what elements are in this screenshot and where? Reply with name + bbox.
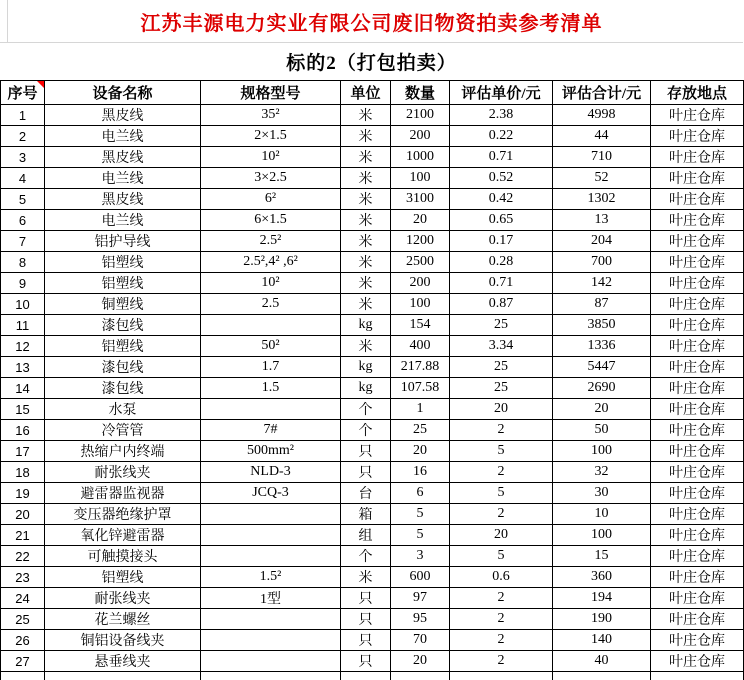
table-cell[interactable]: 2100 [391,105,450,126]
table-cell[interactable]: 5 [450,483,553,504]
table-cell[interactable]: 避雷器监视器 [45,483,201,504]
table-cell[interactable]: 3×2.5 [201,168,341,189]
table-cell[interactable] [553,672,651,680]
table-cell[interactable]: 黑皮线 [45,105,201,126]
table-cell[interactable]: 500mm² [201,441,341,462]
table-cell[interactable] [201,399,341,420]
table-row [1,525,744,546]
table-cell[interactable]: 2 [450,588,553,609]
table-cell[interactable]: 100 [391,294,450,315]
table-cell[interactable] [450,672,553,680]
table-cell[interactable]: 米 [341,567,391,588]
table-cell[interactable]: 只 [341,651,391,672]
table-cell[interactable]: 1型 [201,588,341,609]
table-cell[interactable]: 2 [450,420,553,441]
table-cell[interactable]: 107.58 [391,378,450,399]
table-cell[interactable]: 电兰线 [45,168,201,189]
table-row [1,399,744,420]
table-cell[interactable] [201,651,341,672]
table-cell[interactable]: 叶庄仓库 [651,126,744,147]
table-cell[interactable]: 叶庄仓库 [651,420,744,441]
table-cell[interactable]: 变压器绝缘护罩 [45,504,201,525]
table-cell[interactable]: 叶庄仓库 [651,273,744,294]
table-cell[interactable]: 18 [1,462,45,483]
table-cell[interactable]: 0.71 [450,147,553,168]
table-row [1,315,744,336]
table-cell[interactable]: 只 [341,609,391,630]
table-cell[interactable]: 17 [1,441,45,462]
table-cell[interactable] [201,315,341,336]
table-row [1,210,744,231]
table-row [1,630,744,651]
table-cell[interactable]: 21 [1,525,45,546]
table-cell[interactable]: 1.7 [201,357,341,378]
table-cell[interactable]: 0.87 [450,294,553,315]
table-cell[interactable]: 铜塑线 [45,294,201,315]
table-row [1,420,744,441]
table-cell[interactable]: 700 [553,252,651,273]
table-row [1,231,744,252]
table-cell[interactable]: 2 [1,126,45,147]
table-cell[interactable]: 铝护导线 [45,231,201,252]
header-cell-3[interactable]: 单位 [341,81,391,105]
table-cell[interactable]: 4998 [553,105,651,126]
table-cell[interactable]: 19 [1,483,45,504]
table-cell[interactable]: 2 [450,609,553,630]
table-cell[interactable]: 5447 [553,357,651,378]
table-cell[interactable]: 30 [553,483,651,504]
table-cell[interactable]: 2×1.5 [201,126,341,147]
table-cell[interactable]: 漆包线 [45,315,201,336]
table-cell[interactable]: 40 [553,651,651,672]
header-cell-6[interactable]: 评估合计/元 [553,81,651,105]
table-cell[interactable]: 叶庄仓库 [651,483,744,504]
table-cell[interactable]: 13 [553,210,651,231]
table-cell[interactable]: 叶庄仓库 [651,588,744,609]
table-cell[interactable]: 叶庄仓库 [651,567,744,588]
table-cell[interactable] [201,609,341,630]
table-cell[interactable]: 台 [341,483,391,504]
table-cell[interactable]: 3100 [391,189,450,210]
table-cell[interactable]: 2 [450,462,553,483]
table-cell[interactable]: 1.5 [201,378,341,399]
table-cell[interactable]: 米 [341,105,391,126]
table-cell[interactable]: 6 [391,483,450,504]
table-cell[interactable]: 组 [341,525,391,546]
table-cell[interactable]: 16 [1,420,45,441]
table-cell[interactable]: 10² [201,273,341,294]
table-cell[interactable]: 米 [341,147,391,168]
table-cell[interactable]: 铝塑线 [45,567,201,588]
header-cell-7[interactable]: 存放地点 [651,81,744,105]
table-cell[interactable]: 铝塑线 [45,273,201,294]
table-row [1,588,744,609]
table-cell[interactable]: 冷管管 [45,420,201,441]
table-cell[interactable]: 铜铝设备线夹 [45,630,201,651]
table-row [1,378,744,399]
table-cell[interactable]: 只 [341,630,391,651]
table-row [1,147,744,168]
table-cell[interactable]: 漆包线 [45,378,201,399]
table-cell[interactable]: 叶庄仓库 [651,630,744,651]
table-cell[interactable]: kg [341,315,391,336]
table-cell[interactable]: 3 [1,147,45,168]
table-cell[interactable]: 8 [1,252,45,273]
table-cell[interactable]: 140 [553,630,651,651]
table-cell[interactable]: 悬垂线夹 [45,651,201,672]
table-cell[interactable]: 2690 [553,378,651,399]
table-cell[interactable]: 米 [341,210,391,231]
table-cell[interactable]: 5 [391,525,450,546]
table-cell[interactable]: 叶庄仓库 [651,294,744,315]
table-row [1,105,744,126]
header-cell-2[interactable]: 规格型号 [201,81,341,105]
table-cell[interactable]: 95 [391,609,450,630]
table-cell[interactable]: kg [341,357,391,378]
table-cell[interactable]: 20 [450,399,553,420]
table-cell[interactable]: 2.38 [450,105,553,126]
table-cell[interactable]: 16 [391,462,450,483]
table-cell[interactable]: 叶庄仓库 [651,525,744,546]
table-cell[interactable]: 50² [201,336,341,357]
table-cell[interactable]: 22 [1,546,45,567]
table-cell[interactable]: 个 [341,546,391,567]
table-cell[interactable]: JCQ-3 [201,483,341,504]
table-cell[interactable]: 铝塑线 [45,336,201,357]
table-cell[interactable]: 20 [1,504,45,525]
table-row [1,504,744,525]
table-cell[interactable]: 水泵 [45,399,201,420]
table-cell[interactable]: 电兰线 [45,210,201,231]
table-cell[interactable]: 11 [1,315,45,336]
table-cell[interactable]: 20 [391,210,450,231]
table-cell[interactable]: NLD-3 [201,462,341,483]
table-cell[interactable]: 20 [553,399,651,420]
table-row [1,273,744,294]
table-cell[interactable]: 2500 [391,252,450,273]
table-row [1,168,744,189]
header-cell-0[interactable]: 序号 [1,81,45,105]
table-cell[interactable]: 米 [341,294,391,315]
table-cell[interactable]: 25 [1,609,45,630]
table-cell[interactable]: 13 [1,357,45,378]
table-cell[interactable]: 100 [391,168,450,189]
table-cell[interactable]: 200 [391,126,450,147]
table-cell[interactable]: 0.65 [450,210,553,231]
table-cell[interactable]: 52 [553,168,651,189]
table-cell[interactable]: 5 [391,504,450,525]
header-cell-4[interactable]: 数量 [391,81,450,105]
table-cell[interactable]: 铝塑线 [45,252,201,273]
partial-row [1,672,744,680]
table-cell[interactable]: 70 [391,630,450,651]
table-cell[interactable]: 叶庄仓库 [651,105,744,126]
table-cell[interactable]: 25 [450,357,553,378]
table-cell[interactable]: 14 [1,378,45,399]
table-cell[interactable]: 米 [341,252,391,273]
table-cell[interactable]: 400 [391,336,450,357]
table-cell[interactable]: 叶庄仓库 [651,462,744,483]
table-cell[interactable]: 漆包线 [45,357,201,378]
table-row [1,357,744,378]
table-cell[interactable]: 叶庄仓库 [651,609,744,630]
table-cell[interactable]: 10 [1,294,45,315]
table-cell[interactable]: 87 [553,294,651,315]
table-cell[interactable]: 6² [201,189,341,210]
table-cell[interactable]: 20 [450,525,553,546]
table-cell[interactable]: 2 [450,630,553,651]
table-cell[interactable]: 32 [553,462,651,483]
table-cell[interactable]: 194 [553,588,651,609]
table-row [1,294,744,315]
table-cell[interactable]: 叶庄仓库 [651,147,744,168]
table-cell[interactable]: 叶庄仓库 [651,168,744,189]
table-cell[interactable]: 44 [553,126,651,147]
table-cell[interactable] [201,525,341,546]
table-cell[interactable]: 米 [341,336,391,357]
table-cell[interactable]: 只 [341,441,391,462]
table-cell[interactable]: 200 [391,273,450,294]
table-cell[interactable]: 100 [553,525,651,546]
table-cell[interactable]: 叶庄仓库 [651,651,744,672]
table-cell[interactable]: 叶庄仓库 [651,546,744,567]
table-cell[interactable]: 1 [391,399,450,420]
table-cell[interactable]: 只 [341,588,391,609]
table-cell[interactable]: 10² [201,147,341,168]
table-cell[interactable] [201,546,341,567]
table-cell[interactable]: 217.88 [391,357,450,378]
table-cell[interactable]: 叶庄仓库 [651,336,744,357]
table-cell[interactable]: 6 [1,210,45,231]
table-row [1,189,744,210]
table-body [1,105,744,680]
table-cell[interactable]: 0.28 [450,252,553,273]
table-cell[interactable]: 0.52 [450,168,553,189]
table-cell[interactable]: 2.5 [201,294,341,315]
table-cell[interactable]: 1200 [391,231,450,252]
table-cell[interactable]: 15 [553,546,651,567]
table-cell[interactable]: 黑皮线 [45,189,201,210]
table-cell[interactable] [201,630,341,651]
table-cell[interactable]: 100 [553,441,651,462]
table-cell[interactable]: 2 [450,504,553,525]
table-cell[interactable]: 710 [553,147,651,168]
table-cell[interactable]: 3850 [553,315,651,336]
table-cell[interactable]: 5 [450,546,553,567]
auction-items-table [0,80,744,680]
table-cell[interactable]: 米 [341,168,391,189]
table-cell[interactable]: 电兰线 [45,126,201,147]
table-cell[interactable]: 24 [1,588,45,609]
table-cell[interactable]: 2.5²,4² ,6² [201,252,341,273]
table-cell[interactable]: 50 [553,420,651,441]
table-cell[interactable] [1,672,45,680]
page-subtitle: 标的2（打包拍卖） [286,53,457,74]
table-cell[interactable]: 5 [1,189,45,210]
table-row [1,252,744,273]
table-cell[interactable]: 个 [341,420,391,441]
table-cell[interactable]: 叶庄仓库 [651,441,744,462]
table-row [1,546,744,567]
table-cell[interactable]: 0.6 [450,567,553,588]
table-cell[interactable]: 26 [1,630,45,651]
table-cell[interactable]: 可触摸接头 [45,546,201,567]
table-cell[interactable]: 7 [1,231,45,252]
table-cell[interactable]: 叶庄仓库 [651,504,744,525]
table-cell[interactable]: 7# [201,420,341,441]
table-cell[interactable]: 氧化锌避雷器 [45,525,201,546]
table-cell[interactable]: 箱 [341,504,391,525]
table-cell[interactable]: 叶庄仓库 [651,252,744,273]
table-cell[interactable]: 1302 [553,189,651,210]
header-cell-1[interactable]: 设备名称 [45,81,201,105]
table-cell[interactable] [651,672,744,680]
table-cell[interactable]: 25 [391,420,450,441]
table-row [1,462,744,483]
table-cell[interactable]: 9 [1,273,45,294]
table-cell[interactable] [201,504,341,525]
table-row [1,567,744,588]
table-cell[interactable]: 190 [553,609,651,630]
table-cell[interactable]: 叶庄仓库 [651,378,744,399]
table-cell[interactable]: 米 [341,231,391,252]
table-cell[interactable]: 2 [450,651,553,672]
table-cell[interactable]: 个 [341,399,391,420]
table-cell[interactable]: 0.71 [450,273,553,294]
table-cell[interactable]: 360 [553,567,651,588]
table-row [1,651,744,672]
table-cell[interactable]: 6×1.5 [201,210,341,231]
table-cell[interactable] [201,672,341,680]
table-cell[interactable]: 4 [1,168,45,189]
table-cell[interactable]: 米 [341,126,391,147]
table-cell[interactable]: 耐张线夹 [45,588,201,609]
table-cell[interactable]: 叶庄仓库 [651,399,744,420]
table-cell[interactable]: 叶庄仓库 [651,231,744,252]
table-cell[interactable]: 1.5² [201,567,341,588]
table-cell[interactable] [45,672,201,680]
table-cell[interactable]: 0.22 [450,126,553,147]
header-cell-5[interactable]: 评估单价/元 [450,81,553,105]
table-cell[interactable]: 3 [391,546,450,567]
table-cell[interactable]: 97 [391,588,450,609]
table-cell[interactable]: 15 [1,399,45,420]
table-cell[interactable]: 1336 [553,336,651,357]
table-cell[interactable]: 黑皮线 [45,147,201,168]
table-cell[interactable]: 35² [201,105,341,126]
table-cell[interactable]: 热缩户内终端 [45,441,201,462]
table-cell[interactable]: 花兰螺丝 [45,609,201,630]
header-row [1,81,744,105]
table-cell[interactable]: 0.42 [450,189,553,210]
table-cell[interactable]: 142 [553,273,651,294]
table-cell[interactable]: 叶庄仓库 [651,189,744,210]
table-row [1,609,744,630]
table-cell[interactable]: 25 [450,315,553,336]
table-row [1,483,744,504]
table-cell[interactable]: 耐张线夹 [45,462,201,483]
table-cell[interactable]: 只 [341,462,391,483]
table-cell[interactable]: 3.34 [450,336,553,357]
table-cell[interactable]: 25 [450,378,553,399]
table-cell[interactable]: 叶庄仓库 [651,357,744,378]
table-cell[interactable] [341,672,391,680]
table-cell[interactable]: 20 [391,441,450,462]
table-cell[interactable]: 米 [341,189,391,210]
table-cell[interactable]: 27 [1,651,45,672]
table-cell[interactable]: 5 [450,441,553,462]
table-cell[interactable]: 600 [391,567,450,588]
table-cell[interactable]: 1 [1,105,45,126]
table-row [1,336,744,357]
table-cell[interactable]: 12 [1,336,45,357]
table-cell[interactable]: 叶庄仓库 [651,315,744,336]
table-cell[interactable]: 204 [553,231,651,252]
table-cell[interactable] [391,672,450,680]
table-cell[interactable]: 米 [341,273,391,294]
table-row [1,441,744,462]
table-cell[interactable]: kg [341,378,391,399]
page-title: 江苏丰源电力实业有限公司废旧物资拍卖参考清单 [140,12,603,35]
table-cell[interactable]: 1000 [391,147,450,168]
table-cell[interactable]: 叶庄仓库 [651,210,744,231]
table-cell[interactable]: 0.17 [450,231,553,252]
table-cell[interactable]: 2.5² [201,231,341,252]
table-cell[interactable]: 23 [1,567,45,588]
table-cell[interactable]: 154 [391,315,450,336]
comment-marker-icon [37,81,44,88]
table-row [1,126,744,147]
table-cell[interactable]: 10 [553,504,651,525]
table-cell[interactable]: 20 [391,651,450,672]
